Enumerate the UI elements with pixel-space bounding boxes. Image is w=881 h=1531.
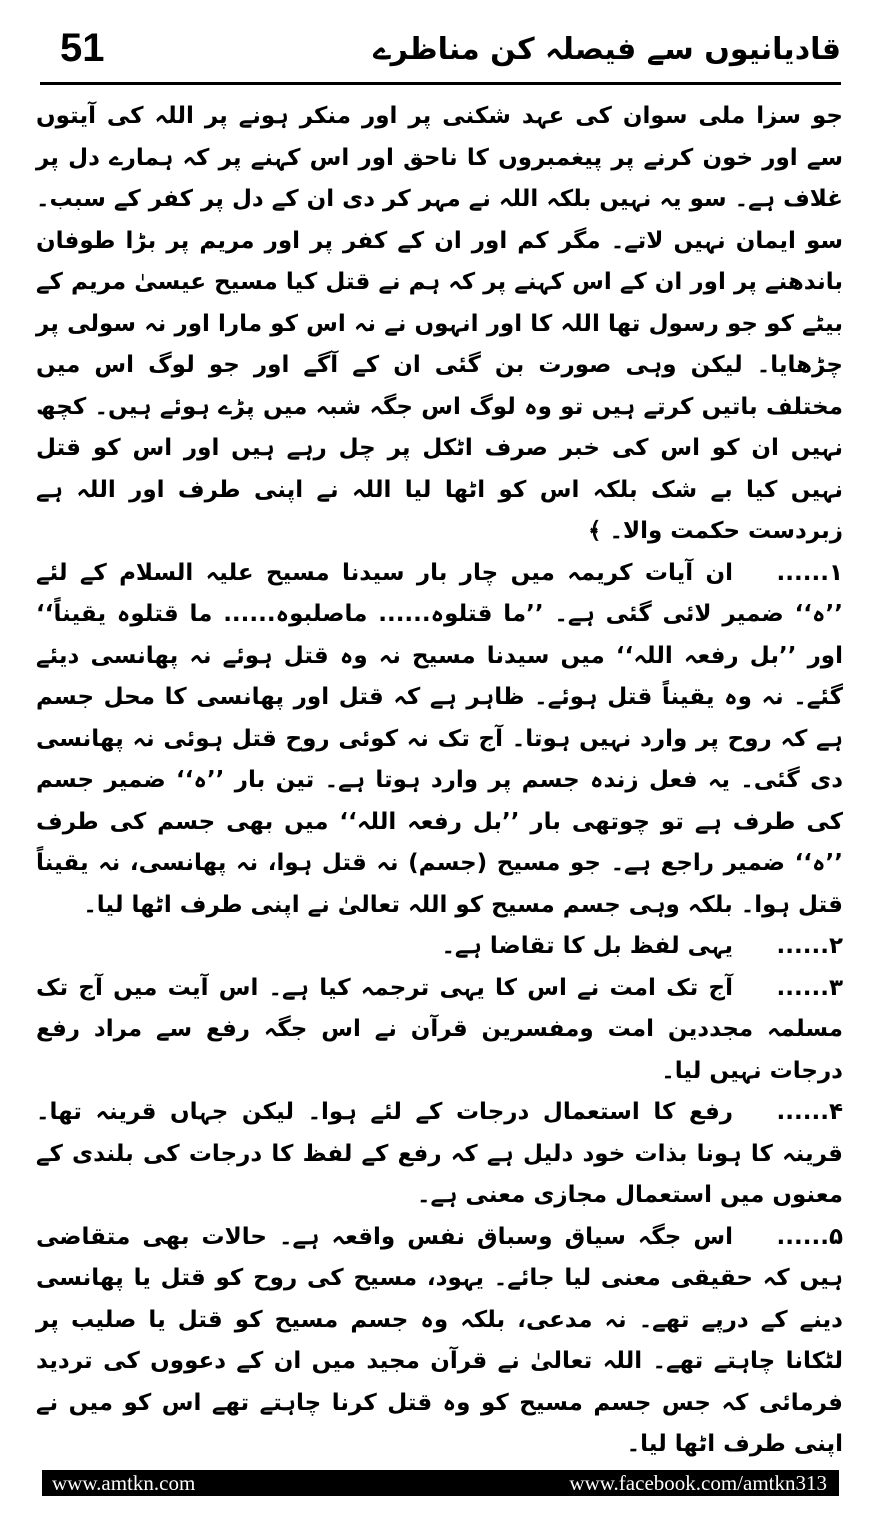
point-1 (36, 553, 843, 927)
page-header (40, 18, 841, 80)
book-title: قادیانیوں سے فیصلہ کن مناظرے (373, 32, 841, 67)
page-number: 51 (60, 26, 105, 70)
point-number: ۲...... (776, 933, 843, 959)
point-number: ۱...... (776, 559, 843, 586)
quranic-translation-paragraph: جو سزا ملی سوان کی عہد شکنی پر اور منکر ہونے پر اللہ کی آیتوں سے اور خون کرنے پر پیغمبروں کا ناحق اور اس کہنے پر کہ ہمارے دل پر غلاف ہے۔ سو یہ نہیں بلکہ اللہ نے مہر کر دی ان کے دل پر کفر کے سبب۔ سو ایمان نہیں لاتے۔ مگر کم اور ان کے کفر پر اور مریم پر بڑا طوفان باندھنے پر اور ان کے اس کہنے پر کہ ہم نے قتل کیا مسیح عیسیٰ مریم کے بیٹے کو جو رسول تھا اللہ کا اور انہوں نے نہ اس کو مارا اور نہ سولی پر چڑھایا۔ لیکن وہی صورت بن گئی ان کے آگے اور جو لوگ اس میں مختلف باتیں کرتے ہیں تو وہ لوگ اس جگہ شبہ میں پڑے ہوئے ہیں۔ کچھ نہیں ان کو اس کی خبر صرف اٹکل پر چل رہے ہیں اور اس کو قتل نہیں کیا بے شک بلکہ اس کو اٹھا لیا اللہ نے اپنی طرف اور اللہ ہے زبردست حکمت والا۔ ﴾ (36, 103, 843, 544)
point-2 (36, 926, 843, 968)
point-number: ۳...... (776, 974, 843, 1001)
point-5 (36, 1217, 843, 1466)
website-link[interactable]: www.amtkn.com (52, 1471, 196, 1495)
point-3 (36, 968, 843, 1093)
point-text: اس جگہ سیاق وسباق نفس واقعہ ہے۔ حالات بھی متقاضی ہیں کہ حقیقی معنی لیا جائے۔ یہود، مسیح کی روح کو قتل یا پھانسی دینے کے درپے تھے۔ نہ مدعی، بلکہ وہ جسم مسیح کو قتل یا صلیب پر لٹکانا چاہتے تھے۔ اللہ تعالیٰ نے قرآن مجید میں ان کے دعووں کی تردید فرمائی کہ جس جسم مسیح کو وہ قتل کرنا چاہتے تھے اس کو میں نے اپنی طرف اٹھا لیا۔ (36, 1223, 843, 1457)
point-text: یہی لفظ بل کا تقاضا ہے۔ (441, 933, 733, 959)
point-text: ان آیات کریمہ میں چار بار سیدنا مسیح علیہ السلام کے لئے ’’ہ‘‘ ضمیر لائی گئی ہے۔ ’’ما قتلوہ...... ماصلبوہ...... ما قتلوہ یقیناً‘‘ اور ’’بل رفعہ اللہ‘‘ میں سیدنا مسیح نہ وہ قتل ہوئے نہ پھانسی دیئے گئے۔ نہ وہ یقیناً قتل ہوئے۔ ظاہر ہے کہ قتل اور پھانسی کا محل جسم ہے کہ روح پر وارد نہیں ہوتا۔ آج تک نہ کوئی روح قتل ہوئی نہ پھانسی دی گئی۔ یہ فعل زندہ جسم پر وارد ہوتا ہے۔ تین بار ’’ہ‘‘ ضمیر جسم کی طرف ہے تو چوتھی بار ’’بل رفعہ اللہ‘‘ میں بھی جسم کی طرف ’’ہ‘‘ ضمیر راجع ہے۔ جو مسیح (جسم) نہ قتل ہوا، نہ پھانسی، نہ یقیناً قتل ہوا۔ بلکہ وہی جسم مسیح کو اللہ تعالیٰ نے اپنی طرف اٹھا لیا۔ (36, 559, 844, 918)
facebook-link[interactable]: www.facebook.com/amtkn313 (569, 1471, 827, 1495)
point-number: ۴...... (776, 1099, 843, 1125)
page-footer (42, 1470, 839, 1496)
header-rule (40, 82, 841, 85)
point-4 (36, 1092, 843, 1217)
page-body (36, 96, 844, 1457)
point-text: آج تک امت نے اس کا یہی ترجمہ کیا ہے۔ اس آیت میں آج تک مسلمہ مجددین امت ومفسرین قرآن نے اس جگہ رفع سے مراد رفع درجات نہیں لیا۔ (36, 974, 843, 1084)
point-number: ۵...... (776, 1223, 843, 1250)
point-text: رفع کا استعمال درجات کے لئے ہوا۔ لیکن جہاں قرینہ تھا۔ قرینہ کا ہونا بذات خود دلیل ہے کہ رفع کے لفظ کا درجات کی بلندی کے معنوں میں استعمال مجازی معنی ہے۔ (36, 1099, 843, 1208)
